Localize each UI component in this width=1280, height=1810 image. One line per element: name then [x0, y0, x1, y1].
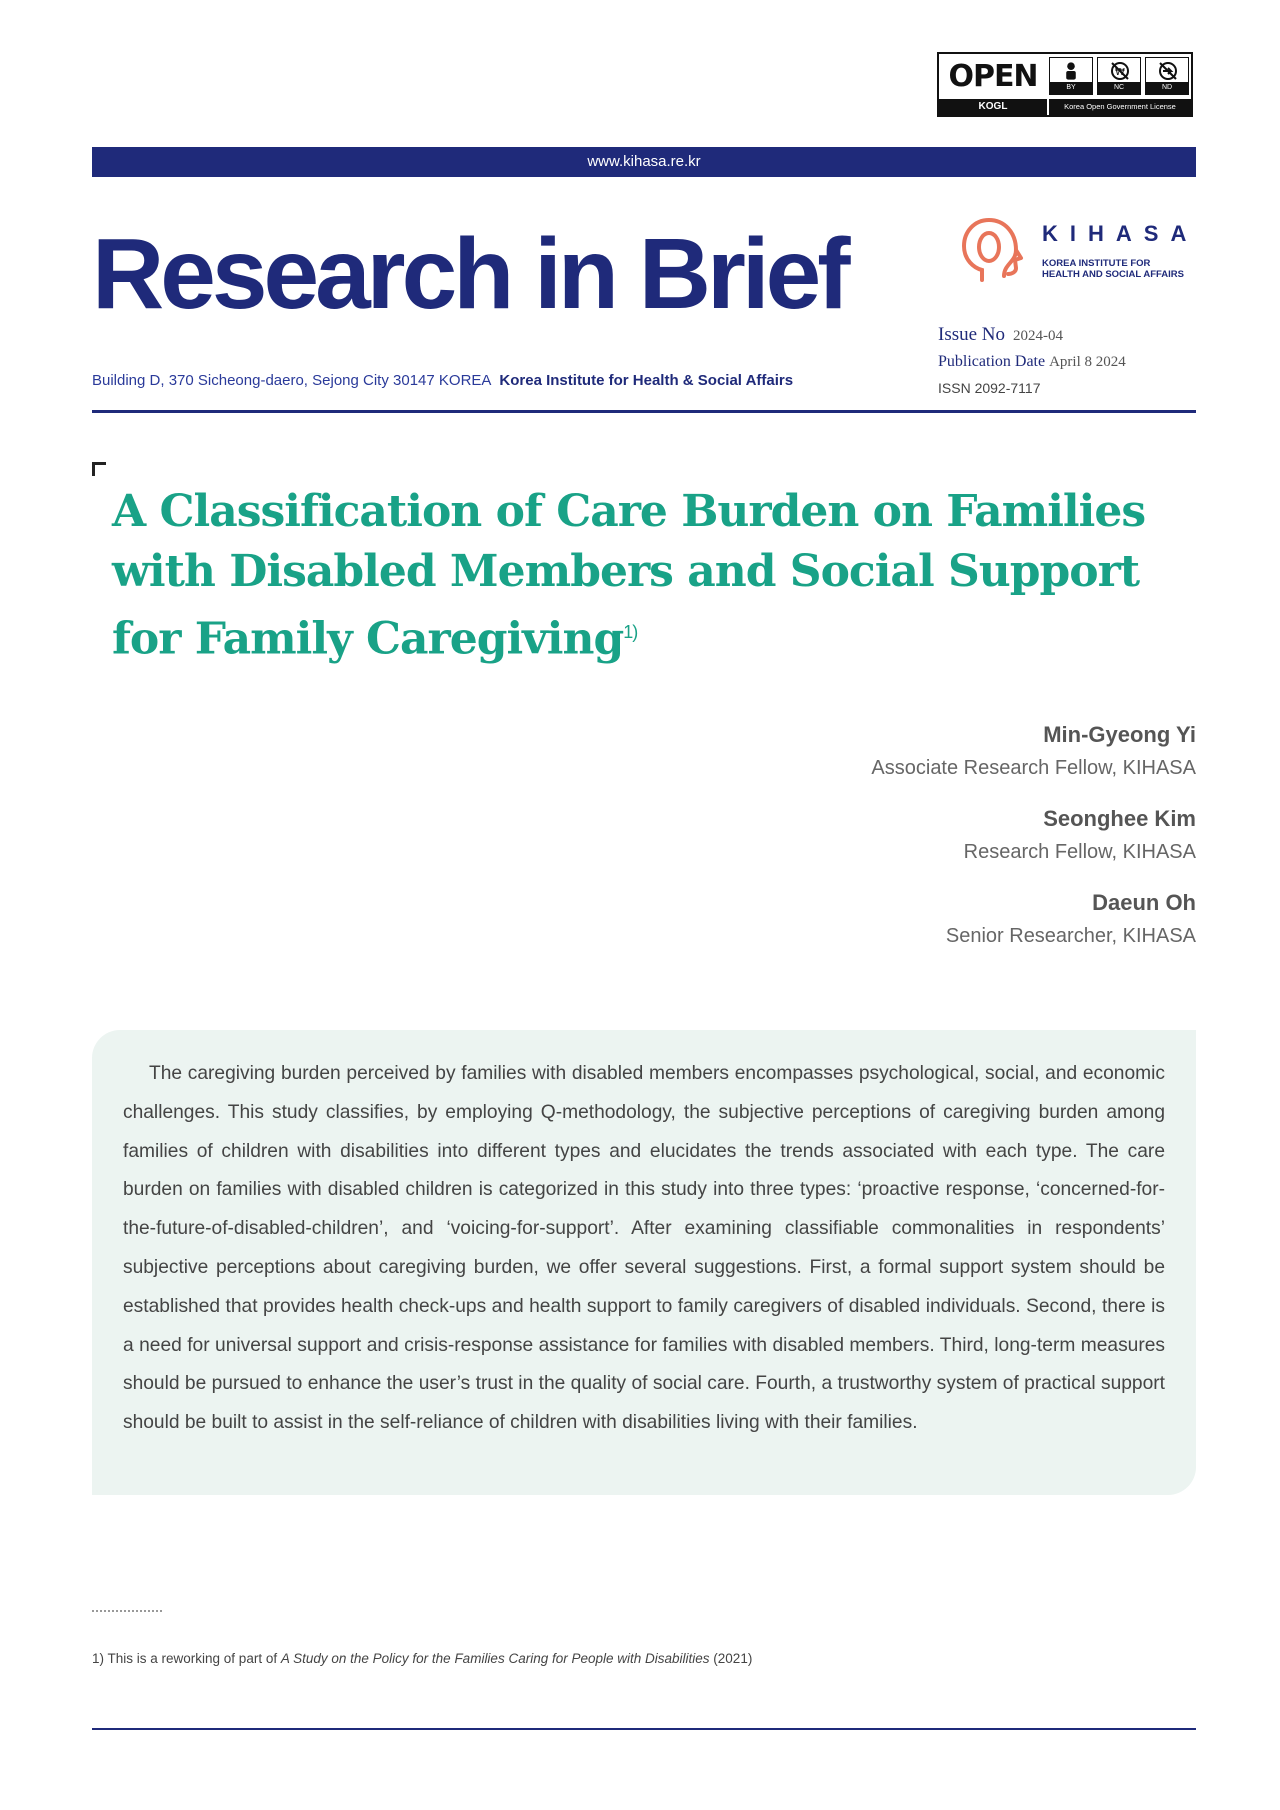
author-block	[871, 718, 1196, 784]
issue-label: Issue No	[938, 324, 1006, 345]
address-line	[92, 372, 793, 389]
no-commercial-icon: ₩ NC	[1097, 57, 1141, 95]
issue-info	[938, 322, 1126, 402]
svg-text:₩: ₩	[1115, 67, 1125, 78]
author-role: Senior Researcher, KIHASA	[945, 925, 1196, 947]
address: Building D, 370 Sicheong-daero, Sejong City 30147 KOREA	[92, 372, 492, 389]
date-label: Publication Date	[938, 353, 1046, 370]
author-role: Research Fellow, KIHASA	[963, 841, 1196, 863]
footnote-separator	[92, 1610, 162, 1612]
issue-number: 2024-04	[1013, 328, 1064, 344]
issn: ISSN 2092-7117	[938, 380, 1041, 396]
author-block	[871, 886, 1196, 952]
corner-mark	[92, 462, 106, 476]
publication-date: April 8 2024	[1049, 354, 1126, 370]
masthead-title: Research in Brief	[92, 218, 847, 330]
footnote: 1) This is a reworking of part of A Study on the Policy for the Families Caring for People with Disabilities (2021)	[92, 1651, 753, 1666]
kihasa-logo-icon	[958, 214, 1024, 286]
abstract-text: The caregiving burden perceived by families with disabled members encompasses psychological, social, and economic challenges. This study classifies, by employing Q-methodology, the subjective perceptions of caregiving burden among families of children with disabilities into different types and elucidates the trends associated with each type. The care burden on families with disabled children is categorized in this study into three types: ‘proactive response, ‘concerned-for-the-future-of-disabled-children’, and ‘voicing-for-support’. After examining classifiable commonalities in respondents’ subjective perceptions about caregiving burden, we offer several suggestions. First, a formal support system should be established that provides health check-ups and health support to family caregivers of disabled individuals. Second, there is a need for universal support and crisis-response assistance for families with disabled members. Third, long-term measures should be pursued to enhance the user’s trust in the quality of social care. Fourth, a trustworthy system of practical support should be built to assist in the self-reliance of children with disabilities living with their families.	[123, 1063, 1165, 1434]
author-role: Associate Research Fellow, KIHASA	[871, 757, 1196, 779]
header-divider	[92, 410, 1196, 413]
institute-name: Korea Institute for Health & Social Affairs	[499, 372, 794, 389]
kihasa-wordmark: KIHASA	[1042, 221, 1199, 246]
author-name: Seonghee Kim	[1043, 806, 1196, 831]
footnote-source-title: A Study on the Policy for the Families Caring for People with Disabilities	[280, 1651, 710, 1666]
kogl-license-badge	[937, 52, 1193, 117]
author-list	[871, 718, 1196, 970]
footer-divider	[92, 1728, 1196, 1730]
abstract-box	[92, 1030, 1196, 1495]
article-title: A Classification of Care Burden on Families with Disabled Members and Social Support for Family Caregiving$^{1)}$	[112, 486, 1146, 665]
no-derivatives-icon: ND	[1145, 57, 1189, 95]
site-url-bar[interactable]	[92, 147, 1196, 177]
kogl-label: KOGL	[939, 99, 1047, 115]
open-label: OPEN	[948, 59, 1038, 94]
author-name: Daeun Oh	[1092, 890, 1196, 915]
footnote-marker[interactable]: 1)	[623, 622, 638, 642]
author-block	[871, 802, 1196, 868]
license-name: Korea Open Government License	[1049, 99, 1191, 115]
author-name: Min-Gyeong Yi	[1043, 722, 1196, 747]
person-icon: BY	[1049, 57, 1093, 95]
kihasa-full-name: KOREA INSTITUTE FOR HEALTH AND SOCIAL AFFAIRS	[1042, 258, 1184, 280]
site-url[interactable]: www.kihasa.re.kr	[587, 153, 701, 170]
